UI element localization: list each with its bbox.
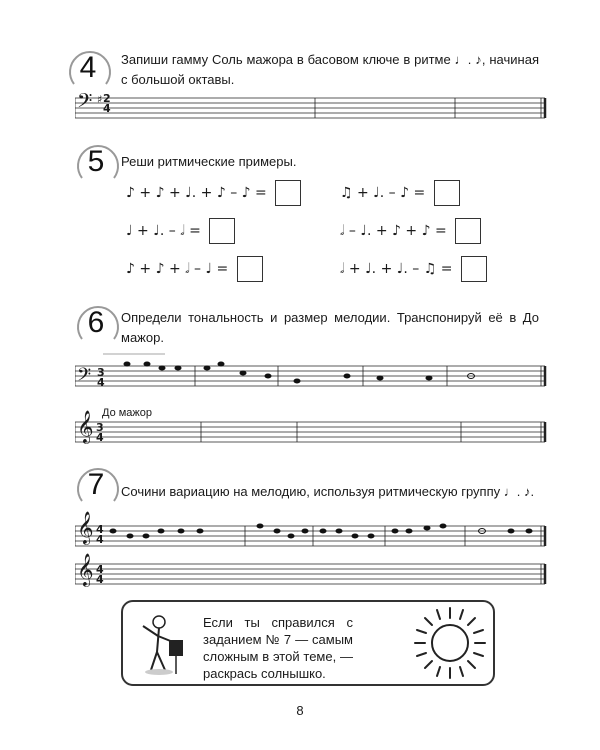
treble-clef-icon: 𝄞 bbox=[77, 511, 94, 544]
task-number: 4 bbox=[79, 51, 97, 84]
answer-box[interactable] bbox=[275, 180, 301, 206]
time-sig-top: 4 bbox=[96, 523, 104, 536]
bass-clef-icon: 𝄢 bbox=[77, 365, 92, 390]
time-sig-bottom: 4 bbox=[103, 102, 111, 115]
rhythm-expression: 𝅗𝅥 + ♩. + ♩. – ♫ = bbox=[340, 261, 453, 277]
task-7-text: Сочини вариацию на мелодию, используя ритмическую группу ♩. ♪. bbox=[121, 484, 535, 499]
transpose-label: До мажор bbox=[102, 407, 153, 419]
rhythm-example bbox=[126, 218, 235, 244]
time-sig-top: 4 bbox=[96, 563, 104, 576]
task-number: 5 bbox=[87, 145, 105, 178]
rhythm-expression: ♫ + ♩. – ♪ = bbox=[340, 185, 426, 201]
staff-task-6-transpose bbox=[75, 418, 550, 454]
bass-clef-icon: 𝄢 bbox=[77, 89, 93, 117]
time-sig-top: 3 bbox=[97, 366, 105, 379]
rhythm-example bbox=[340, 180, 460, 206]
staff-task-7-melody bbox=[75, 520, 550, 556]
time-sig-top: 2 bbox=[103, 92, 111, 105]
rhythm-example bbox=[340, 256, 487, 282]
treble-clef-icon: 𝄞 bbox=[77, 410, 94, 443]
task-number: 6 bbox=[87, 306, 105, 339]
time-sig-bottom: 4 bbox=[96, 573, 104, 586]
time-sig-top: 3 bbox=[96, 421, 104, 434]
page-number: 8 bbox=[296, 703, 304, 718]
answer-box[interactable] bbox=[461, 256, 487, 282]
rhythm-example bbox=[126, 256, 263, 282]
task-4-text: Запиши гамму Соль мажора в басовом ключе в ритме ♩. ♪, начиная с большой октавы. bbox=[121, 52, 539, 87]
staff-task-6-melody bbox=[75, 352, 550, 400]
answer-box[interactable] bbox=[434, 180, 460, 206]
treble-clef-icon: 𝄞 bbox=[77, 553, 94, 586]
rhythm-expression: ♩ + ♩. – 𝅗𝅥 = bbox=[126, 223, 201, 239]
callout-text: Если ты справился с заданием № 7 — самым сложным в этой теме, — раскрась солнышко. bbox=[203, 615, 353, 681]
reward-callout bbox=[121, 600, 495, 686]
time-sig-bottom: 4 bbox=[96, 431, 104, 444]
rhythm-example bbox=[340, 218, 481, 244]
task-number: 7 bbox=[87, 468, 105, 501]
task-5-text: Реши ритмические примеры. bbox=[121, 154, 297, 169]
task-number-circle bbox=[76, 142, 120, 186]
rhythm-expression: 𝅗𝅥 – ♩. + ♪ + ♪ = bbox=[340, 223, 447, 239]
task-number-circle bbox=[76, 303, 120, 347]
task-number-circle bbox=[76, 465, 120, 509]
rhythm-example bbox=[126, 180, 301, 206]
sun-icon[interactable] bbox=[413, 606, 487, 680]
sharp-sign: ♯ bbox=[97, 93, 103, 106]
task-6-text: Определи тональность и размер мелодии. Транспонируй её в До мажор. bbox=[121, 310, 539, 345]
time-sig-bottom: 4 bbox=[97, 376, 105, 389]
conductor-icon bbox=[137, 608, 193, 678]
answer-box[interactable] bbox=[237, 256, 263, 282]
rhythm-expression: ♪ + ♪ + 𝅗𝅥 – ♩ = bbox=[126, 261, 229, 277]
task-number-circle bbox=[68, 48, 112, 92]
answer-box[interactable] bbox=[455, 218, 481, 244]
answer-box[interactable] bbox=[209, 218, 235, 244]
staff-task-4 bbox=[75, 90, 550, 130]
staff-task-7-answer bbox=[75, 560, 550, 590]
time-sig-bottom: 4 bbox=[96, 533, 104, 546]
rhythm-expression: ♪ + ♪ + ♩. + ♪ – ♪ = bbox=[126, 185, 267, 201]
